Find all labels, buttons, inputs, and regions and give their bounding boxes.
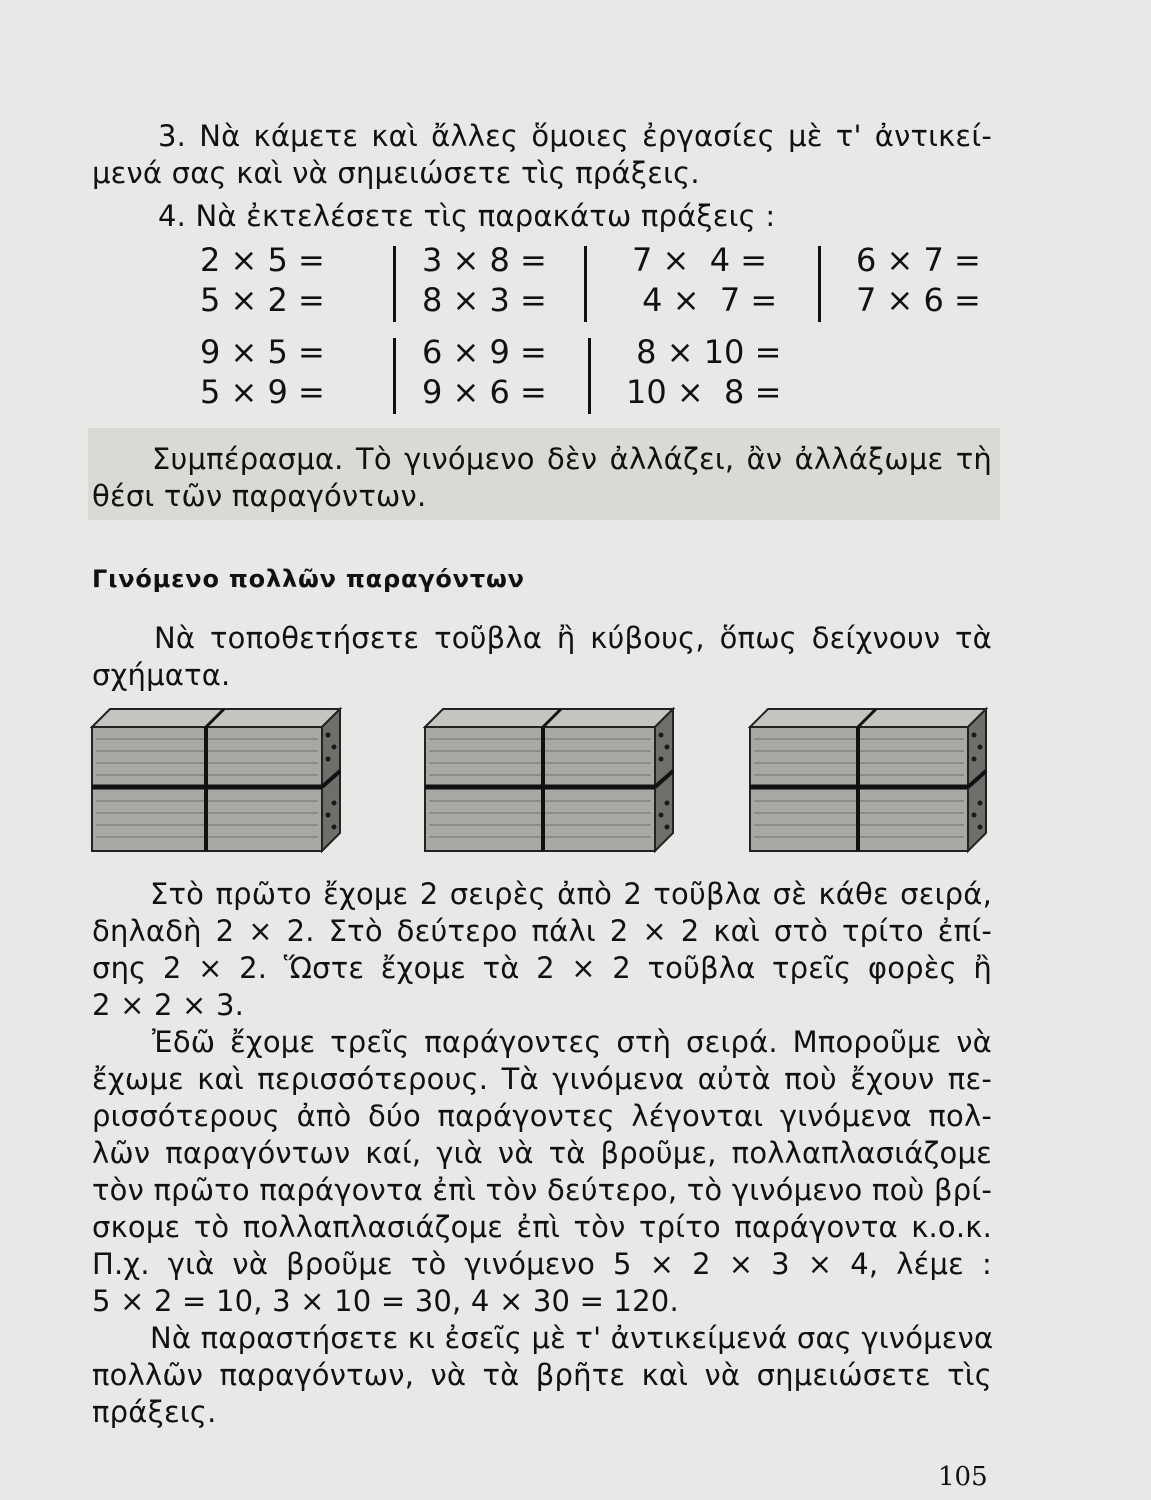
explanation-paragraph-1: [92, 876, 992, 1024]
exercise-pair: [422, 240, 547, 320]
text-line: 5 × 2 = 10, 3 × 10 = 30, 4 × 30 = 120.: [92, 1284, 679, 1318]
exercise-pair: [856, 240, 981, 320]
text-line: 2 × 2 × 3.: [92, 988, 245, 1022]
text-line: Συμπέρασμα. Τὸ γινόμενο δὲν ἀλλάζει, ἂν ἀλλάξωμε τὴ: [152, 442, 992, 476]
conclusion: [92, 441, 992, 515]
equation: 4 × 7 =: [632, 281, 778, 319]
equation: 6 × 7 =: [856, 241, 981, 279]
equation: 2 × 5 =: [200, 241, 325, 279]
text-line: σης 2 × 2. Ὥστε ἔχομε τὰ 2 × 2 τοῦβλα τρεῖς φορὲς ἢ: [92, 951, 992, 985]
equation: 9 × 5 =: [200, 333, 325, 371]
page-number: 105: [938, 1462, 988, 1492]
text-line: Στὸ πρῶτο ἔχομε 2 σειρὲς ἀπὸ 2 τοῦβλα σὲ κάθε σειρά,: [150, 877, 992, 911]
exercise-pair: [200, 240, 325, 320]
brick-stack-illustration: [423, 705, 683, 855]
exercise-pair: [422, 332, 547, 412]
multiplication-exercises: [200, 240, 1000, 415]
text-line: Νὰ τοποθετήσετε τοῦβλα ἢ κύβους, ὅπως δείχνουν τὰ: [154, 621, 992, 655]
exercise-pair: [200, 332, 325, 412]
text-line: θέσι τῶν παραγόντων.: [92, 479, 427, 513]
text-line: λῶν παραγόντων καί, γιὰ νὰ τὰ βροῦμε, πολλαπλασιάζομε: [92, 1136, 992, 1170]
text-line: τὸν πρῶτο παράγοντα ἐπὶ τὸν δεύτερο, τὸ γινόμενο ποὺ βρί-: [92, 1173, 992, 1207]
divider: [584, 246, 587, 322]
explanation-paragraph-2: [92, 1024, 992, 1320]
text-line: Ἐδῶ ἔχομε τρεῖς παράγοντες στὴ σειρά. Μποροῦμε νὰ: [152, 1025, 992, 1059]
instruction: [92, 620, 992, 694]
divider: [393, 338, 396, 414]
text-line: ἔχωμε καὶ περισσότερους. Τὰ γινόμενα αὐτὰ ποὺ ἔχουν πε-: [92, 1062, 992, 1096]
final-task: [92, 1320, 992, 1431]
equation: 7 × 6 =: [856, 281, 981, 319]
divider: [818, 246, 821, 322]
equation: 7 × 4 =: [632, 241, 768, 279]
exercise-item-3: [92, 118, 992, 192]
equation: 3 × 8 =: [422, 241, 547, 279]
section-title: Γινόμενο πολλῶν παραγόντων: [92, 565, 525, 593]
text-line: 3. Νὰ κάμετε καὶ ἄλλες ὅμοιες ἐργασίες μὲ τ' ἀντικεί-: [158, 119, 992, 153]
exercise-pair: [632, 240, 777, 320]
equation: 5 × 9 =: [200, 373, 325, 411]
divider: [588, 338, 591, 414]
equation: 10 × 8 =: [626, 373, 782, 411]
exercise-pair: [626, 332, 781, 412]
text-line: πολλῶν παραγόντων, νὰ τὰ βρῆτε καὶ νὰ σημειώσετε τὶς: [92, 1358, 992, 1392]
brick-stack-illustration: [748, 705, 993, 855]
text-line: σκομε τὸ πολλαπλασιάζομε ἐπὶ τὸν τρίτο παράγοντα κ.ο.κ.: [92, 1210, 992, 1244]
text-line: Π.χ. γιὰ νὰ βροῦμε τὸ γινόμενο 5 × 2 × 3 × 4, λέμε :: [92, 1247, 992, 1281]
equation: 8 × 3 =: [422, 281, 547, 319]
equation: 6 × 9 =: [422, 333, 547, 371]
exercise-item-4: [92, 198, 992, 235]
text-line: δηλαδὴ 2 × 2. Στὸ δεύτερο πάλι 2 × 2 καὶ στὸ τρίτο ἐπί-: [92, 914, 992, 948]
text-line: 4. Νὰ ἐκτελέσετε τὶς παρακάτω πράξεις :: [158, 199, 776, 233]
text-line: μενά σας καὶ νὰ σημειώσετε τὶς πράξεις.: [92, 156, 700, 190]
equation: 9 × 6 =: [422, 373, 547, 411]
text-line: ρισσότερους ἀπὸ δύο παράγοντες λέγονται γινόμενα πολ-: [92, 1099, 992, 1133]
brick-stack-illustration: [90, 705, 350, 855]
text-line: Νὰ παραστήσετε κι ἐσεῖς μὲ τ' ἀντικείμενά σας γινόμενα: [150, 1321, 994, 1355]
text-line: σχήματα.: [92, 658, 231, 692]
equation: 8 × 10 =: [626, 333, 782, 371]
divider: [393, 246, 396, 322]
text-line: πράξεις.: [92, 1395, 217, 1429]
equation: 5 × 2 =: [200, 281, 325, 319]
